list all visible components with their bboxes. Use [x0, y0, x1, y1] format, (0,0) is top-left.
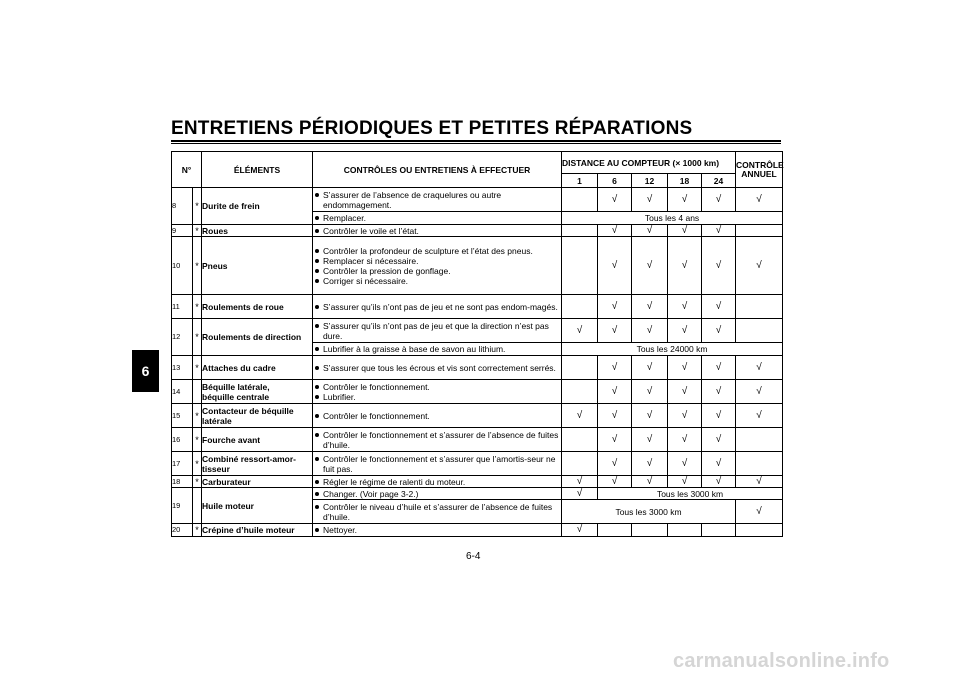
list-item: Régler le régime de ralenti du moteur. — [313, 477, 561, 487]
row-checks — [313, 212, 562, 225]
row-star: * — [193, 319, 202, 356]
mark-cell — [562, 237, 598, 295]
row-star: * — [193, 428, 202, 452]
mark-cell: √ — [702, 188, 736, 212]
list-item: Contrôler le fonctionnement. — [313, 382, 561, 392]
mark-cell — [736, 452, 783, 476]
mark-cell: √ — [632, 476, 668, 488]
list-item: Lubrifier. — [313, 392, 561, 402]
header-num: N° — [172, 152, 202, 188]
mark-cell: √ — [598, 188, 632, 212]
mark-cell: √ — [736, 500, 783, 524]
table-row — [172, 524, 783, 537]
mark-cell: √ — [736, 188, 783, 212]
list-item: Contrôler le niveau d’huile et s’assurer de l’absence de fuites d’huile. — [313, 502, 561, 522]
row-star: * — [193, 188, 202, 225]
mark-cell — [736, 428, 783, 452]
row-number: 16 — [172, 428, 193, 452]
mark-cell: √ — [598, 295, 632, 319]
row-star: * — [193, 356, 202, 380]
mark-cell: √ — [562, 319, 598, 343]
mark-cell: √ — [598, 380, 632, 404]
mark-cell: √ — [632, 237, 668, 295]
list-item: Changer. (Voir page 3-2.) — [313, 489, 561, 499]
mark-cell: √ — [702, 356, 736, 380]
maintenance-table — [171, 151, 783, 537]
row-checks — [313, 476, 562, 488]
row-star: * — [193, 295, 202, 319]
watermark[interactable]: carmanualsonline.info — [673, 650, 890, 672]
row-number: 13 — [172, 356, 193, 380]
mark-cell — [736, 295, 783, 319]
mark-cell: √ — [702, 319, 736, 343]
mark-cell: √ — [702, 237, 736, 295]
mark-cell: √ — [702, 295, 736, 319]
row-element: Roulements de direction — [202, 319, 313, 356]
list-item: Corriger si nécessaire. — [313, 276, 561, 286]
mark-cell — [562, 452, 598, 476]
mark-cell: √ — [598, 404, 632, 428]
table-row — [172, 295, 783, 319]
mark-cell: √ — [702, 452, 736, 476]
row-element — [202, 452, 313, 476]
row-star: * — [193, 524, 202, 537]
list-item: Remplacer si nécessaire. — [313, 256, 561, 266]
mark-cell: √ — [668, 356, 702, 380]
table-row — [172, 188, 783, 212]
title-rule — [171, 140, 781, 142]
table-row — [172, 319, 783, 343]
row-checks — [313, 225, 562, 237]
mark-cell: √ — [598, 237, 632, 295]
row-element-line: Contacteur de béquille — [202, 405, 294, 416]
row-checks — [313, 356, 562, 380]
mark-cell: √ — [562, 488, 598, 500]
row-checks — [313, 404, 562, 428]
mark-cell: √ — [702, 404, 736, 428]
row-element: Durite de frein — [202, 188, 313, 225]
row-number: 10 — [172, 237, 193, 295]
row-checks — [313, 524, 562, 537]
mark-cell: √ — [736, 476, 783, 488]
row-star: * — [193, 404, 202, 428]
mark-cell: √ — [598, 356, 632, 380]
mark-cell: √ — [668, 452, 702, 476]
row-checks — [313, 295, 562, 319]
mark-cell: √ — [736, 356, 783, 380]
row-number: 18 — [172, 476, 193, 488]
mark-cell: √ — [632, 404, 668, 428]
chapter-tab[interactable]: 6 — [132, 350, 159, 392]
row-star — [193, 380, 202, 404]
row-element: Carburateur — [202, 476, 313, 488]
mark-cell: √ — [632, 356, 668, 380]
mark-cell: √ — [632, 188, 668, 212]
row-star: * — [193, 452, 202, 476]
row-star: * — [193, 476, 202, 488]
row-checks — [313, 452, 562, 476]
row-element-line: tisseur — [202, 463, 230, 474]
list-item: Contrôler le fonctionnement et s’assurer de l’absence de fuites d’huile. — [313, 430, 561, 450]
table-row — [172, 452, 783, 476]
mark-cell: √ — [632, 225, 668, 237]
row-checks — [313, 488, 562, 500]
header-km: 24 — [702, 174, 736, 188]
mark-cell: √ — [702, 380, 736, 404]
interval-note: Tous les 3000 km — [598, 488, 783, 500]
row-number: 17 — [172, 452, 193, 476]
row-star: * — [193, 237, 202, 295]
row-checks — [313, 380, 562, 404]
row-element-line: béquille centrale — [202, 391, 270, 402]
mark-cell: √ — [668, 428, 702, 452]
row-number: 20 — [172, 524, 193, 537]
row-checks — [313, 237, 562, 295]
row-element: Roulements de roue — [202, 295, 313, 319]
list-item: Contrôler le fonctionnement et s’assurer que l’amortis-seur ne fuit pas. — [313, 454, 561, 474]
mark-cell: √ — [598, 319, 632, 343]
row-element: Crépine d’huile moteur — [202, 524, 313, 537]
list-item: Contrôler la pression de gonflage. — [313, 266, 561, 276]
mark-cell — [562, 428, 598, 452]
mark-cell: √ — [668, 404, 702, 428]
mark-cell — [736, 319, 783, 343]
list-item: Contrôler la profondeur de sculpture et l’état des pneus. — [313, 246, 561, 256]
mark-cell: √ — [632, 452, 668, 476]
mark-cell: √ — [668, 188, 702, 212]
mark-cell — [562, 295, 598, 319]
mark-cell: √ — [668, 319, 702, 343]
row-element-line: Béquille latérale, — [202, 381, 270, 392]
row-number: 14 — [172, 380, 193, 404]
mark-cell: √ — [736, 380, 783, 404]
header-distance: DISTANCE AU COMPTEUR (× 1000 km) — [562, 152, 736, 174]
header-annual — [736, 152, 783, 188]
page-number: 6-4 — [466, 551, 481, 562]
row-number: 12 — [172, 319, 193, 356]
row-number: 11 — [172, 295, 193, 319]
mark-cell: √ — [598, 225, 632, 237]
row-star — [193, 488, 202, 524]
page-title: ENTRETIENS PÉRIODIQUES ET PETITES RÉPARATIONS — [171, 118, 693, 139]
row-element-line: Combiné ressort-amor- — [202, 453, 297, 464]
row-element: Roues — [202, 225, 313, 237]
row-element — [202, 404, 313, 428]
mark-cell: √ — [736, 404, 783, 428]
title-rule-thin — [171, 143, 781, 144]
list-item: Contrôler le voile et l’état. — [313, 226, 561, 236]
header-checks: CONTRÔLES OU ENTRETIENS À EFFECTUER — [313, 152, 562, 188]
table-row — [172, 356, 783, 380]
table-row — [172, 225, 783, 237]
row-checks — [313, 319, 562, 343]
mark-cell: √ — [702, 225, 736, 237]
mark-cell — [632, 524, 668, 537]
list-item: Lubrifier à la graisse à base de savon au lithium. — [313, 344, 561, 354]
row-number: 9 — [172, 225, 193, 237]
list-item: Nettoyer. — [313, 525, 561, 535]
row-element — [202, 380, 313, 404]
mark-cell — [562, 188, 598, 212]
header-annual-line2: ANNUEL — [741, 168, 777, 179]
row-element: Fourche avant — [202, 428, 313, 452]
list-item: S’assurer qu’ils n’ont pas de jeu et ne sont pas endom-magés. — [313, 302, 561, 312]
table-row — [172, 428, 783, 452]
row-checks — [313, 500, 562, 524]
row-element-line: latérale — [202, 415, 232, 426]
mark-cell: √ — [668, 295, 702, 319]
mark-cell: √ — [562, 476, 598, 488]
list-item: S’assurer qu’ils n’ont pas de jeu et que la direction n’est pas dure. — [313, 321, 561, 341]
interval-note: Tous les 4 ans — [562, 212, 783, 225]
mark-cell — [598, 524, 632, 537]
mark-cell — [562, 356, 598, 380]
table-row — [172, 380, 783, 404]
interval-note: Tous les 24000 km — [562, 343, 783, 356]
list-item: S’assurer que tous les écrous et vis sont correctement serrés. — [313, 363, 561, 373]
table-row — [172, 237, 783, 295]
interval-note: Tous les 3000 km — [562, 500, 736, 524]
mark-cell: √ — [598, 452, 632, 476]
mark-cell: √ — [702, 476, 736, 488]
mark-cell — [668, 524, 702, 537]
header-km: 1 — [562, 174, 598, 188]
row-number: 19 — [172, 488, 193, 524]
mark-cell — [562, 225, 598, 237]
list-item: S’assurer de l’absence de craquelures ou autre endommagement. — [313, 190, 561, 210]
header-km: 18 — [668, 174, 702, 188]
mark-cell: √ — [562, 404, 598, 428]
mark-cell — [736, 524, 783, 537]
header-elements: ÉLÉMENTS — [202, 152, 313, 188]
mark-cell: √ — [632, 295, 668, 319]
row-checks — [313, 343, 562, 356]
table-row — [172, 488, 783, 500]
row-checks — [313, 428, 562, 452]
mark-cell: √ — [598, 428, 632, 452]
mark-cell: √ — [736, 237, 783, 295]
mark-cell — [736, 225, 783, 237]
table-row — [172, 404, 783, 428]
mark-cell: √ — [668, 476, 702, 488]
mark-cell: √ — [668, 237, 702, 295]
row-checks — [313, 188, 562, 212]
mark-cell: √ — [668, 380, 702, 404]
row-element: Huile moteur — [202, 488, 313, 524]
mark-cell: √ — [632, 319, 668, 343]
mark-cell — [702, 524, 736, 537]
header-row — [172, 152, 783, 174]
mark-cell: √ — [668, 225, 702, 237]
row-number: 8 — [172, 188, 193, 225]
list-item: Remplacer. — [313, 213, 561, 223]
list-item: Contrôler le fonctionnement. — [313, 411, 561, 421]
row-number: 15 — [172, 404, 193, 428]
mark-cell: √ — [632, 380, 668, 404]
row-element: Pneus — [202, 237, 313, 295]
mark-cell: √ — [632, 428, 668, 452]
row-element: Attaches du cadre — [202, 356, 313, 380]
mark-cell: √ — [598, 476, 632, 488]
header-km: 12 — [632, 174, 668, 188]
mark-cell: √ — [562, 524, 598, 537]
header-km: 6 — [598, 174, 632, 188]
table-row — [172, 476, 783, 488]
header-annual-line1: CONTRÔLE — [736, 159, 784, 170]
mark-cell — [562, 380, 598, 404]
mark-cell: √ — [702, 428, 736, 452]
row-star: * — [193, 225, 202, 237]
